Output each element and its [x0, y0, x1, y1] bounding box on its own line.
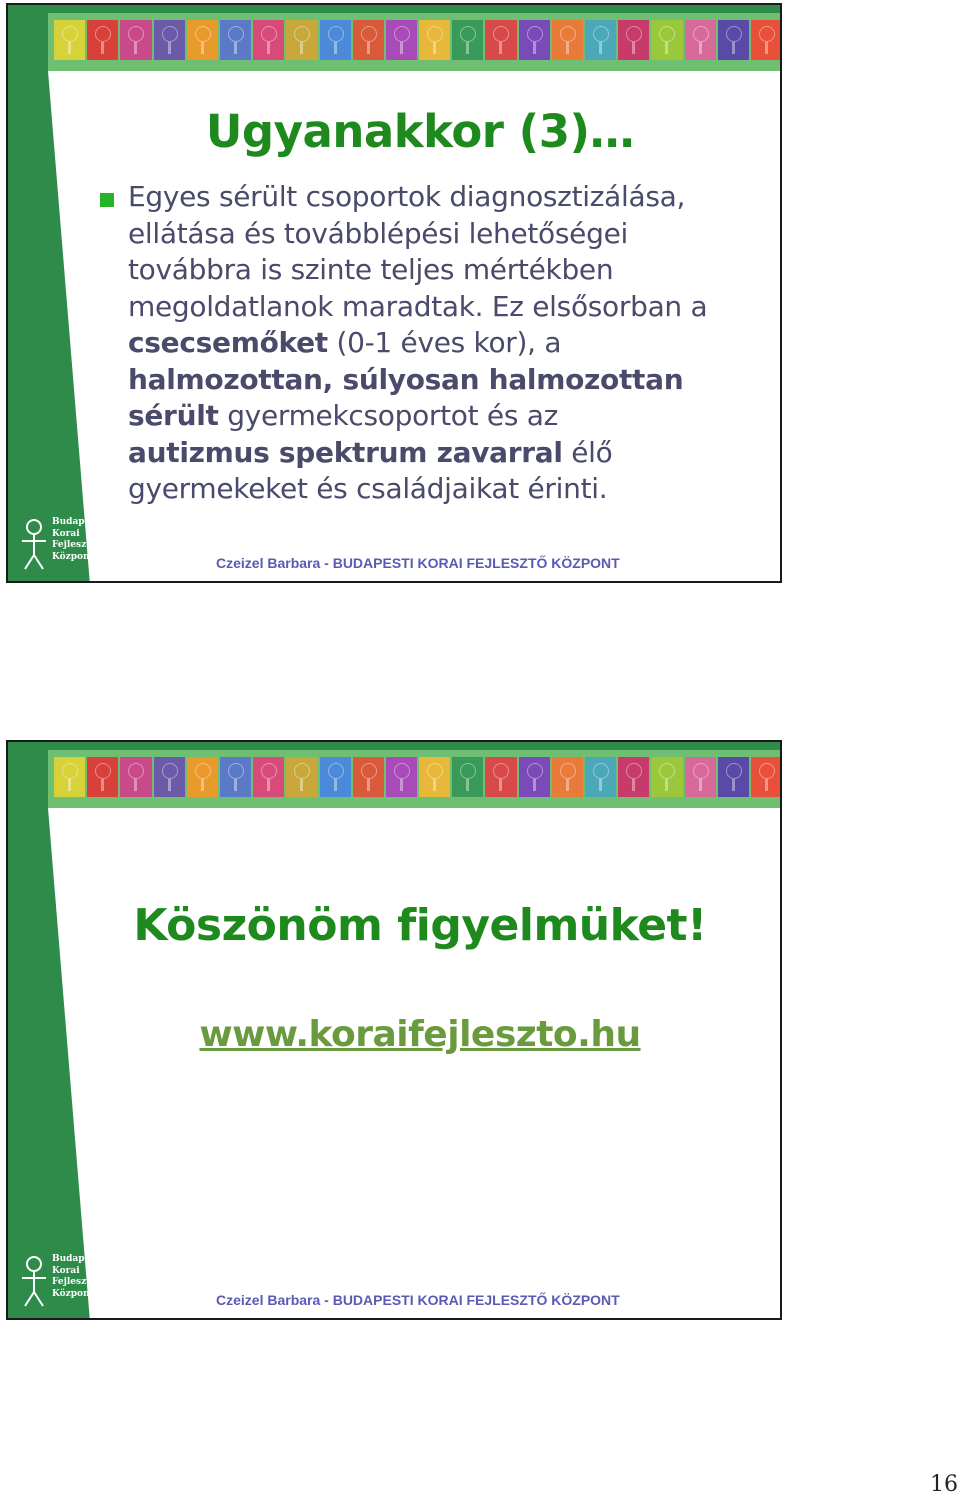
kid-drawing-tile [154, 20, 185, 60]
drawn-face-icon [195, 763, 211, 779]
slide-footer: Czeizel Barbara - BUDAPESTI KORAI FEJLESZTŐ KÖZPONT [216, 555, 620, 571]
kid-drawing-tile [187, 757, 218, 797]
drawn-face-icon [328, 763, 344, 779]
drawn-body-icon [400, 42, 403, 54]
kid-drawing-tile [386, 20, 417, 60]
drawn-face-icon [261, 763, 277, 779]
drawn-body-icon [433, 779, 436, 791]
drawn-face-icon [626, 26, 642, 42]
kid-drawing-tile [618, 757, 649, 797]
drawn-face-icon [62, 26, 78, 42]
kid-drawing-tile [253, 20, 284, 60]
drawn-body-icon [732, 779, 735, 791]
bullet-run-4: halmozottan, súlyosan halmozottan sérült [128, 362, 684, 432]
kid-drawing-tile [452, 757, 483, 797]
drawn-face-icon [693, 763, 709, 779]
drawn-face-icon [493, 26, 509, 42]
bullet-run-7: élő gyermekeket és családjaikat érinti. [128, 435, 613, 505]
kid-drawing-tile [220, 757, 251, 797]
drawn-body-icon [234, 42, 237, 54]
kid-drawing-tile [120, 757, 151, 797]
kid-drawing-tile [54, 20, 85, 60]
bullet-paragraph [128, 179, 708, 508]
kid-drawing-tile [485, 20, 516, 60]
kid-drawing-tile [154, 757, 185, 797]
logo-text [52, 517, 103, 563]
child-figure-icon [16, 515, 52, 573]
drawn-body-icon [168, 779, 171, 791]
logo-line: Központ [52, 1288, 94, 1299]
kid-drawing-tile [585, 757, 616, 797]
page-number: 16 [930, 1472, 958, 1497]
drawn-body-icon [665, 42, 668, 54]
drawn-face-icon [261, 26, 277, 42]
drawn-face-icon [228, 26, 244, 42]
bullet-run-2: csecsemőket [128, 326, 328, 359]
center-logo [16, 515, 103, 573]
kid-drawing-tile [718, 757, 749, 797]
drawn-body-icon [533, 779, 536, 791]
drawn-face-icon [759, 26, 775, 42]
drawn-face-icon [95, 763, 111, 779]
kid-drawing-tile [320, 20, 351, 60]
drawn-body-icon [765, 42, 768, 54]
drawn-face-icon [693, 26, 709, 42]
kid-drawing-tile [519, 757, 550, 797]
logo-line: Fejlesztő [52, 1277, 97, 1287]
kid-drawing-tile [286, 20, 317, 60]
drawn-body-icon [499, 779, 502, 791]
drawn-face-icon [394, 763, 410, 779]
drawn-face-icon [128, 763, 144, 779]
kids-drawings-banner [48, 15, 782, 67]
drawn-body-icon [234, 779, 237, 791]
kid-drawing-tile [651, 20, 682, 60]
kid-drawing-tile [751, 20, 782, 60]
drawn-face-icon [659, 26, 675, 42]
website-link[interactable]: www.koraifejleszto.hu [199, 1014, 641, 1055]
drawn-body-icon [300, 779, 303, 791]
drawn-face-icon [527, 26, 543, 42]
drawn-body-icon [665, 779, 668, 791]
drawn-face-icon [759, 763, 775, 779]
thank-you-heading: Köszönöm figyelmüket! [133, 900, 707, 951]
logo-line: Korai [52, 528, 80, 539]
kid-drawing-tile [519, 20, 550, 60]
drawn-body-icon [367, 42, 370, 54]
kid-drawing-tile [452, 20, 483, 60]
drawn-face-icon [95, 26, 111, 42]
bullet-run-5: gyermekcsoportot és az [218, 399, 558, 432]
drawn-face-icon [427, 26, 443, 42]
drawn-body-icon [765, 779, 768, 791]
kid-drawing-tile [220, 20, 251, 60]
logo-line: Budapesti [52, 517, 103, 527]
bullet-run-6: autizmus spektrum zavarral [128, 435, 563, 469]
logo-line: Központ [52, 551, 94, 562]
drawn-body-icon [201, 779, 204, 791]
kids-drawings-banner [48, 752, 782, 804]
drawn-body-icon [334, 42, 337, 54]
drawn-face-icon [726, 26, 742, 42]
drawn-face-icon [527, 763, 543, 779]
drawn-body-icon [134, 42, 137, 54]
drawn-face-icon [460, 26, 476, 42]
kid-drawing-tile [320, 757, 351, 797]
drawn-body-icon [699, 42, 702, 54]
drawn-face-icon [128, 26, 144, 42]
drawn-body-icon [134, 779, 137, 791]
drawn-face-icon [328, 26, 344, 42]
kid-drawing-tile [618, 20, 649, 60]
kid-drawing-tile [286, 757, 317, 797]
kid-drawing-tile [187, 20, 218, 60]
drawn-body-icon [300, 42, 303, 54]
child-figure-icon [16, 1252, 52, 1310]
kid-drawing-tile [585, 20, 616, 60]
drawn-body-icon [466, 42, 469, 54]
drawn-body-icon [699, 779, 702, 791]
kid-drawing-tile [386, 757, 417, 797]
kid-drawing-tile [685, 20, 716, 60]
drawn-body-icon [68, 42, 71, 54]
kid-drawing-tile [651, 757, 682, 797]
drawn-face-icon [659, 763, 675, 779]
drawn-body-icon [632, 779, 635, 791]
drawn-body-icon [499, 42, 502, 54]
drawn-face-icon [361, 26, 377, 42]
logo-line: Korai [52, 1265, 80, 1276]
kid-drawing-tile [485, 757, 516, 797]
kid-drawing-tile [552, 20, 583, 60]
kid-drawing-tile [552, 757, 583, 797]
drawn-face-icon [560, 26, 576, 42]
center-logo [16, 1252, 103, 1310]
bullet-run-1: Egyes sérült csoportok diagnosztizálása, ellátása és továbblépési lehetőségei továbbra is szinte teljes mértékben megoldatlanok maradtak. Ez elsősorban a [128, 180, 708, 323]
drawn-face-icon [560, 763, 576, 779]
drawn-face-icon [394, 26, 410, 42]
kid-drawing-tile [353, 20, 384, 60]
kid-drawing-tile [685, 757, 716, 797]
drawn-body-icon [400, 779, 403, 791]
drawn-body-icon [533, 42, 536, 54]
kid-drawing-tile [419, 20, 450, 60]
drawn-body-icon [599, 42, 602, 54]
drawn-face-icon [626, 763, 642, 779]
kid-drawing-tile [54, 757, 85, 797]
drawn-body-icon [68, 779, 71, 791]
drawn-face-icon [195, 26, 211, 42]
drawn-body-icon [101, 779, 104, 791]
bullet-run-3: (0-1 éves kor), a [327, 326, 562, 359]
kid-drawing-tile [253, 757, 284, 797]
kid-drawing-tile [718, 20, 749, 60]
drawn-body-icon [168, 42, 171, 54]
drawn-face-icon [162, 763, 178, 779]
drawn-body-icon [101, 42, 104, 54]
slide-1 [6, 3, 782, 583]
drawn-body-icon [433, 42, 436, 54]
kid-drawing-tile [87, 20, 118, 60]
slide-title: Ugyanakkor (3)… [205, 105, 635, 158]
drawn-body-icon [267, 779, 270, 791]
drawn-face-icon [726, 763, 742, 779]
drawn-face-icon [593, 26, 609, 42]
slide-2 [6, 740, 782, 1320]
logo-line: Budapesti [52, 1254, 103, 1264]
drawn-body-icon [466, 779, 469, 791]
drawn-face-icon [294, 26, 310, 42]
drawn-face-icon [228, 763, 244, 779]
drawn-body-icon [267, 42, 270, 54]
drawn-body-icon [201, 42, 204, 54]
kid-drawing-tile [353, 757, 384, 797]
drawn-face-icon [361, 763, 377, 779]
drawn-body-icon [334, 779, 337, 791]
drawn-body-icon [566, 779, 569, 791]
drawn-body-icon [632, 42, 635, 54]
kid-drawing-tile [751, 757, 782, 797]
drawn-face-icon [593, 763, 609, 779]
drawn-body-icon [599, 779, 602, 791]
slide-footer: Czeizel Barbara - BUDAPESTI KORAI FEJLESZTŐ KÖZPONT [216, 1292, 620, 1308]
kid-drawing-tile [419, 757, 450, 797]
drawn-body-icon [732, 42, 735, 54]
drawn-body-icon [367, 779, 370, 791]
drawn-body-icon [566, 42, 569, 54]
logo-line: Fejlesztő [52, 540, 97, 550]
drawn-face-icon [294, 763, 310, 779]
kid-drawing-tile [87, 757, 118, 797]
drawn-face-icon [493, 763, 509, 779]
drawn-face-icon [162, 26, 178, 42]
drawn-face-icon [460, 763, 476, 779]
square-bullet-icon [100, 193, 114, 207]
kid-drawing-tile [120, 20, 151, 60]
logo-text [52, 1254, 103, 1300]
drawn-face-icon [62, 763, 78, 779]
drawn-face-icon [427, 763, 443, 779]
